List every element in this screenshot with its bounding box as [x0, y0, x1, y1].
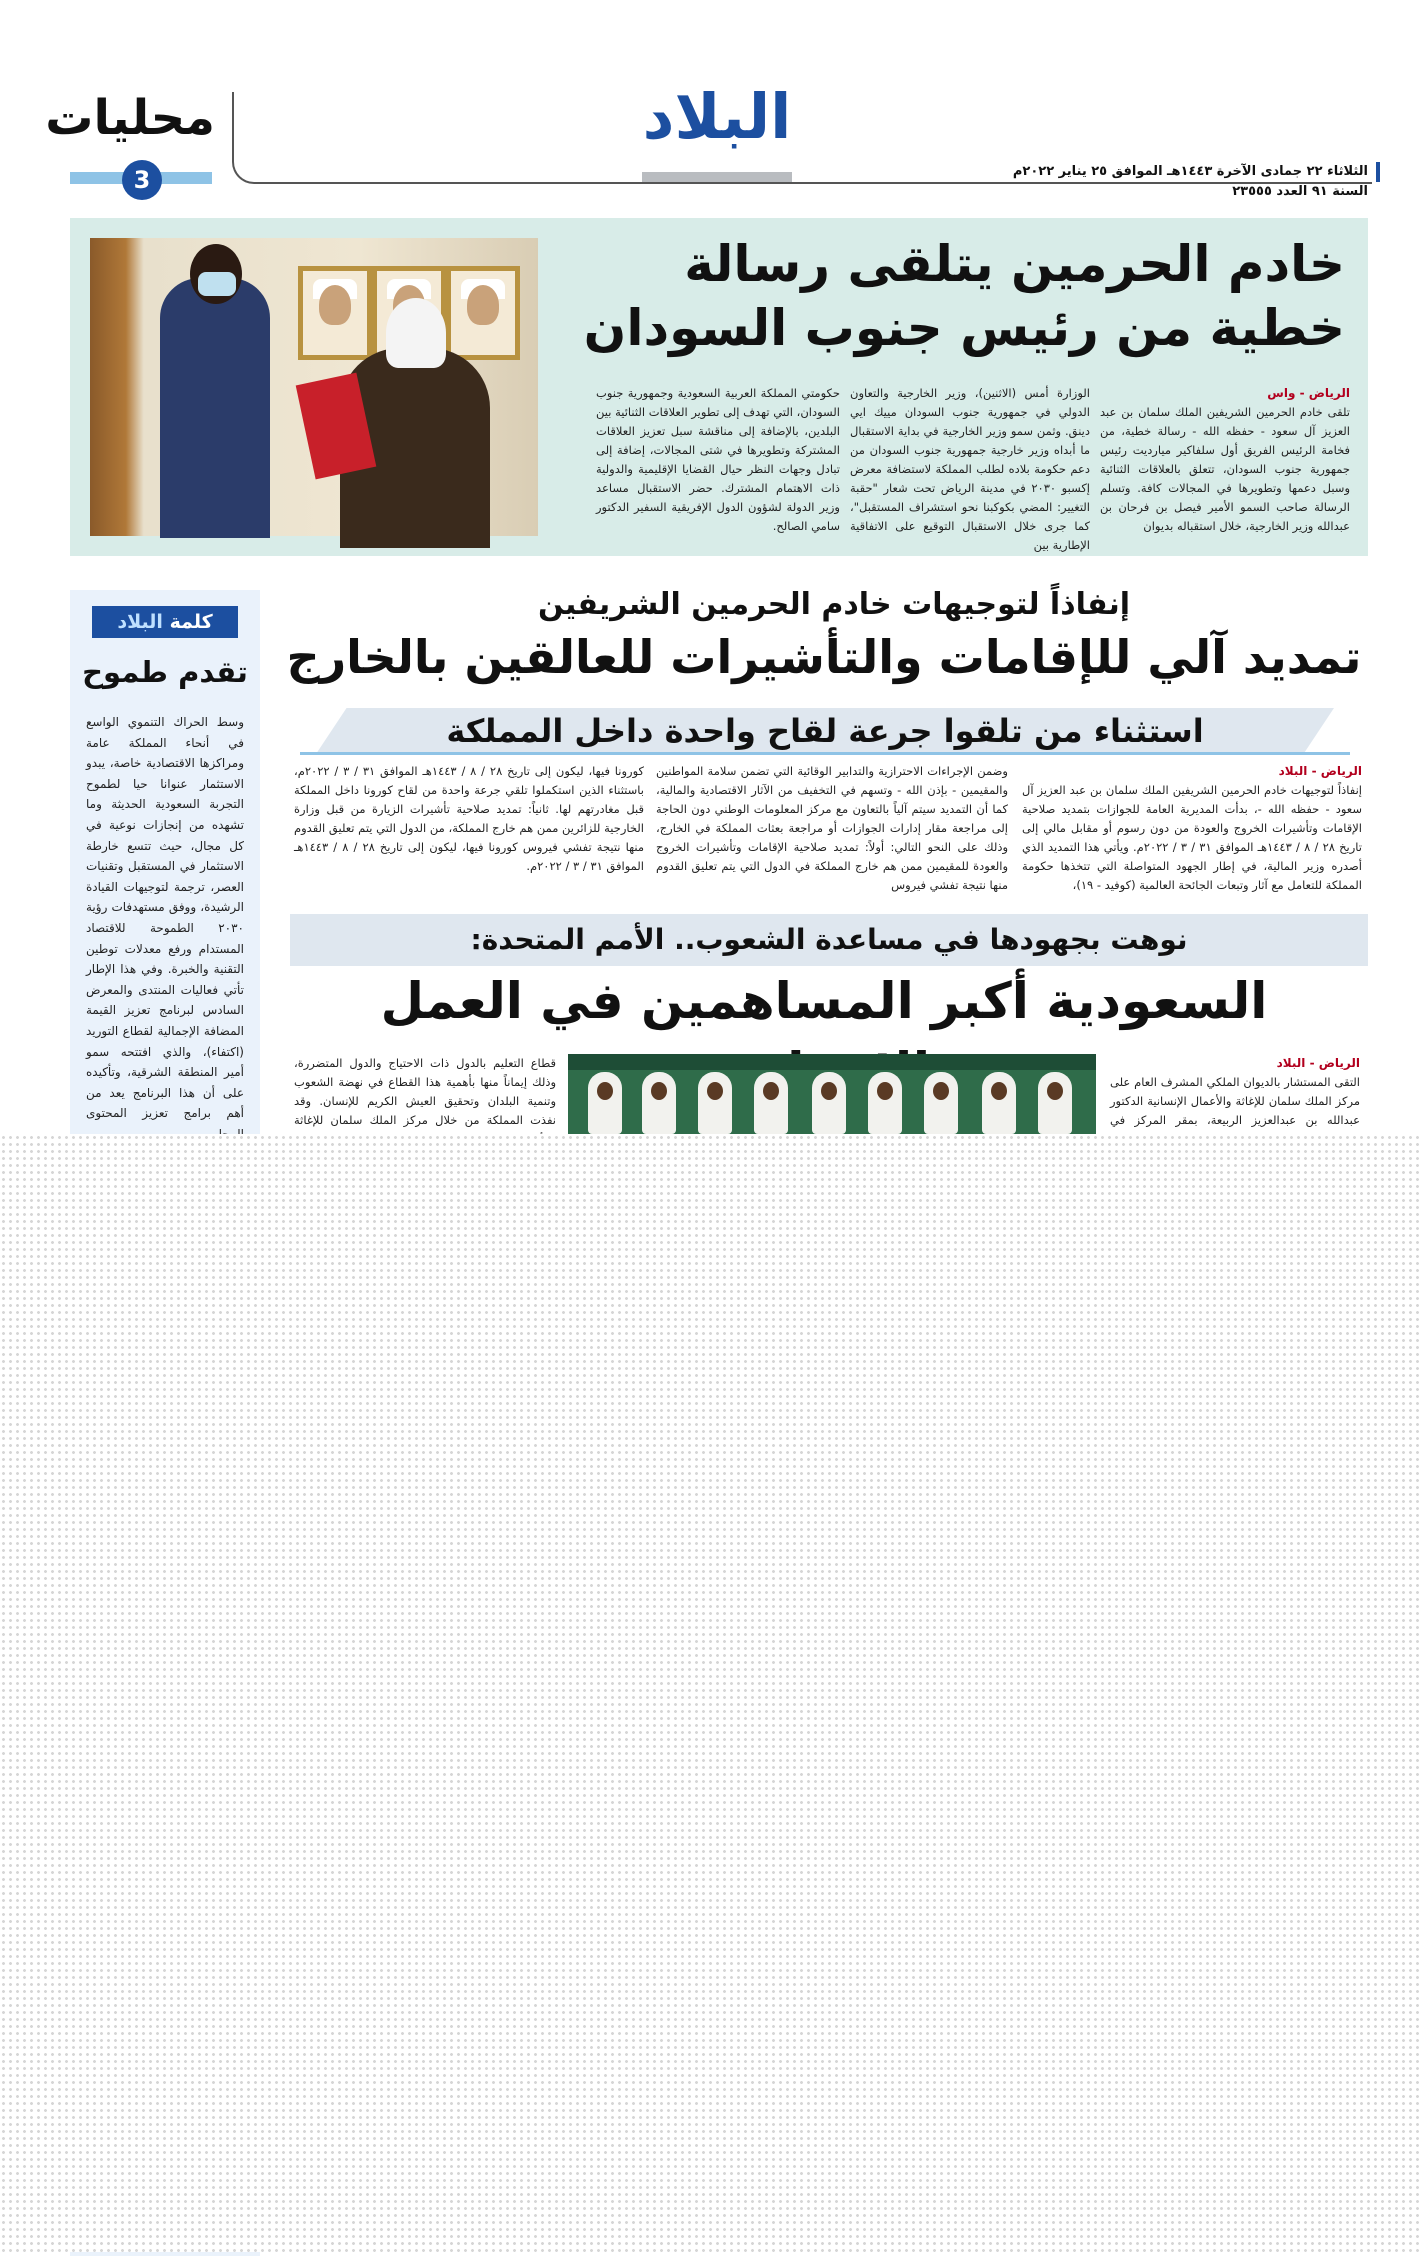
photo-child-figure: [698, 1072, 732, 1134]
story2-kicker: إنفاذاً لتوجيهات خادم الحرمين الشريفين: [537, 587, 1131, 622]
photo-child-figure: [642, 1072, 676, 1134]
story2-column-text: إنفاذاً لتوجيهات خادم الحرمين الشريفين الملك سلمان بن عبد العزيز آل سعود - حفظه الله -، بدأت المديرية العامة للجوازات بتمديد صلاحية الإقامات وتأشيرات الخروج والعودة من دون رسوم أو مقابل مالي إلى تاريخ ٢٨ / ٨ / ١٤٤٣هـ الموافق ٣١ / ٣ / ٢٠٢٢م. ويأتي هذا التمديد الذي أصدره وزير المالية، في إطار الجهود المتواصلة التي تتخذها حكومة المملكة للتعامل مع آثار وتبعات الجائحة العالمية (كوفيد - ١٩)،: [1022, 783, 1363, 892]
page-number: 3: [122, 160, 162, 200]
story2-column: كورونا فيها، ليكون إلى تاريخ ٢٨ / ٨ / ١٤٤٣هـ الموافق ٣١ / ٣ / ٢٠٢٢م، باستثناء الذين استكملوا تلقي جرعة واحدة من لقاح كورونا داخل المملكة قبل مغادرتهم لها. ثانياً: تمديد صلاحية تأشيرات الزيارة من قبل وزارة الخارجية للزائرين ممن هم خارج المملكة، من الدول التي يتم تعليق القدوم منها نتيجة تفشي فيروس كورونا فيها، ليكون إلى تاريخ ٢٨ / ٨ / ١٤٤٣هـ الموافق ٣١ / ٣ / ٢٠٢٢م.: [294, 764, 645, 873]
portrait-frame: [298, 266, 372, 360]
photo-child-figure: [1038, 1072, 1072, 1134]
story2-headline: تمديد آلي للإقامات والتأشيرات للعالقين بالخارج: [286, 630, 1362, 684]
story3-byline: الرياض - البلاد: [1276, 1056, 1360, 1070]
photo-figure: [160, 278, 270, 538]
story1-column-text: تلقى خادم الحرمين الشريفين الملك سلمان بن عبد العزيز آل سعود - حفظه الله - رسالة خطية، من فخامة الرئيس الفريق أول سلفاكير ميارديت رئيس جمهورية جنوب السودان، تتعلق بالعلاقات الثنائية وسبل دعمها وتطويرها في المجالات كافة. وتسلم الرسالة صاحب السمو الأمير فيصل بن فرحان بن عبدالله وزير الخارجية، خلال استقباله بديوان: [1100, 405, 1350, 533]
section-title: محليات: [45, 90, 215, 146]
photo-figure-mask: [198, 272, 236, 296]
editorial-tag: [92, 606, 238, 638]
editorial-tag-label: كلمة: [169, 611, 213, 633]
dateline: الثلاثاء ٢٢ جمادى الآخرة ١٤٤٣هـ الموافق ٢٥ يناير ٢٠٢٢م السنة ٩١ العدد ٢٣٥٥٥: [1010, 162, 1380, 182]
editorial-body: وسط الحراك التنموي الواسع في أنحاء المملكة عامة ومراكزها الاقتصادية خاصة، يبدو الاستثمار عنوانا حيا لطموح التجربة السعودية الحديثة وما تشهده من إنجازات نوعية في كل مجال، حيث تتسع خارطة الاستثمار في المستقبل وتقنيات العصر، ترجمة لتوجيهات القيادة الرشيدة، ووفق مستهدفات رؤية ٢٠٣٠ الطموحة للاقتصاد المستدام ورفع معدلات توطين التقنية والخبرة. وفي هذا الإطار تأتي فعاليات المنتدى والمعرض السادس لبرنامج تعزيز القيمة المضافة الإجمالية لقطاع التوريد (اكتفاء)، والذي افتتحه سمو أمير المنطقة الشرقية، وتأكيده على أن هذا البرنامج يعد من أهم برامج تعزيز المحتوى: [86, 715, 244, 1121]
photo-child-figure: [982, 1072, 1016, 1134]
photo-child-figure: [868, 1072, 902, 1134]
story3-column-text: التقى المستشار بالديوان الملكي المشرف العام على مركز الملك سلمان للإغاثة والأعمال الإنسانية الدكتور عبدالله بن عبدالعزيز الربيعة، بمقر المركز في: [1110, 1075, 1360, 1127]
photo-classroom-board: [568, 1054, 1096, 1070]
photo-child-figure: [812, 1072, 846, 1134]
story1-photo: [90, 238, 538, 536]
photo-figure-headdress: [386, 298, 446, 368]
story3-headline: السعودية أكبر المساهمين في العمل: [380, 972, 1268, 1030]
photo-child-figure: [924, 1072, 958, 1134]
story2-column: وضمن الإجراءات الاحترازية والتدابير الوقائية التي تضمن سلامة المواطنين والمقيمين - بإذن الله - وتسهم في التخفيف من الآثار الاقتصادية والمالية، كما أن التمديد سيتم آلياً بالتعاون مع مركز المعلومات الوطني دون الحاجة إلى مراجعة مقار إدارات الجوازات أو مراجعة بعثات المملكة في الخارج، وذلك على النحو التالي: أولاً: تمديد صلاحية الإقامات وتأشيرات الخروج والعودة للمقيمين ممن هم خارج المملكة في الدول التي يتم تعليق القدوم منها نتيجة تفشي فيروس: [656, 764, 1008, 892]
story2-subhead: استثناء من تلقوا جرعة لقاح واحدة داخل المملكة: [446, 712, 1204, 750]
story2-byline: الرياض - البلاد: [1278, 764, 1362, 778]
story3-column: [1110, 1054, 1360, 1134]
story1-column: حكومتي المملكة العربية السعودية وجمهورية جنوب السودان، التي تهدف إلى تطوير العلاقات الثنائية بين البلدين، بالإضافة إلى مناقشة سبل تعزيز العلاقات المشتركة وتطويرها في شتى المجالات، إضافة إلى تبادل وجهات النظر حيال القضايا الإقليمية والدولية ذات الاهتمام المشترك. حضر الاستقبال مساعد وزير الدولة لشؤون الدول الإفريقية السفير الدكتور سامي الصالح.: [596, 386, 840, 533]
story2-column: [1022, 762, 1362, 895]
editorial-tag-logo: البلاد: [117, 611, 163, 633]
story3-kicker: نوهت بجهودها في مساعدة الشعوب.. الأمم المتحدة:: [470, 923, 1188, 956]
editorial-title: تقدم طموح: [82, 655, 248, 689]
photo-child-figure: [754, 1072, 788, 1134]
photo-child-figure: [588, 1072, 622, 1134]
newspaper-logo: البلاد: [642, 80, 792, 153]
logo-underbar: [642, 172, 792, 182]
story1-column: [1100, 384, 1350, 536]
story3-column: قطاع التعليم بالدول ذات الاحتياج والدول المتضررة، وذلك إيماناً منها بأهمية هذا القطاع في نهضة الشعوب وتنمية البلدان وتحقيق العيش الكريم للإنسان. وقد نفذت المملكة من خلال مركز الملك سلمان للإغاثة: [294, 1056, 556, 1127]
story1-column: الوزارة أمس (الاثنين)، وزير الخارجية والتعاون الدولي في جمهورية جنوب السودان مييك ايي دينق. وثمن سمو وزير الخارجية في بداية الاستقبال ما أبداه وزير خارجية جمهورية جنوب السودان من دعم حكومة بلاده لطلب المملكة لاستضافة معرض إكسبو ٢٠٣٠ في مدينة الرياض تحت شعار "حقبة التغيير: المضي بكوكبنا نحو استشراف المستقبل"، كما جرى خلال الاستقبال التوقيع على الاتفاقية الإطارية بين: [850, 386, 1090, 552]
story1-headline: خادم الحرمين يتلقى رسالة خطية من رئيس جنوب السودان: [583, 235, 1345, 357]
unloaded-page-area: [0, 1134, 1420, 2252]
story1-byline: الرياض - واس: [1267, 386, 1350, 400]
portrait-frame: [446, 266, 520, 360]
story3-photo: [568, 1054, 1096, 1134]
